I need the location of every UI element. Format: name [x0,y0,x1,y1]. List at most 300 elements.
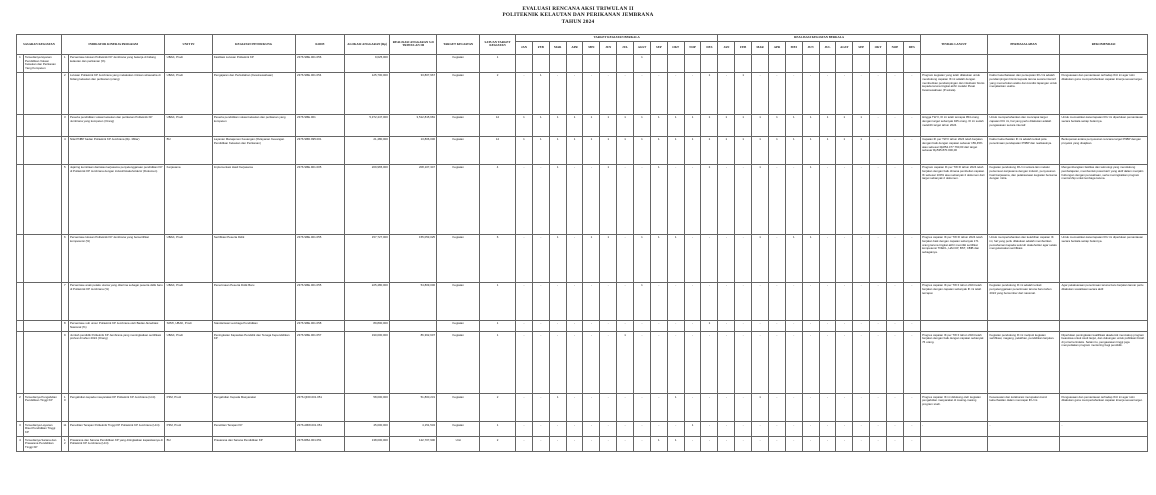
target-month-cell: - [650,422,667,437]
target-month-cell: - [516,72,533,114]
indikator-cell: Persentase lulusan Politeknik KP Jembrana yang bersertifikat kompetensi (%) [68,234,165,282]
realisasi-month-cell [836,54,853,72]
realisasi-anggaran-cell: 155,053,025 [390,234,437,282]
target-kegiatan-cell: Kegiatan [437,394,480,422]
permasalahan-cell [988,320,1060,331]
satuan-target-cell: 1 [480,422,516,437]
realisasi-month-cell: - [768,72,785,114]
realisasi-month-cell: - [718,422,735,437]
realisasi-month-cell: - [819,332,836,394]
kegiatan-cell: Pengabdian Kepada Masyarakat [212,394,295,422]
target-month-cell: 1 [634,54,651,72]
header-tindak-lanjut: TINDAK LANJUT [920,35,987,55]
indikator-number-cell: 7 [61,282,68,320]
target-month-cell: - [583,164,600,234]
realisasi-month-cell: - [735,437,752,452]
realisasi-month-cell: 1 [819,136,836,164]
table-row [17,114,1148,136]
tindak-lanjut-cell: Progres capaian IK ini didukung oleh kegiatan pengabdian masyarakat di masing-masing program studi. [920,394,987,422]
realisasi-month-cell: - [819,437,836,452]
tindak-lanjut-cell: Hingga TW II, IK ini telah tercapai 954 orang dengan target sebanyak 945 orang. IK ini sudah melebihi target tahun 2024. [920,114,987,136]
realisasi-month-cell: - [870,114,887,136]
target-month-cell [549,54,566,72]
realisasi-month-cell: - [819,72,836,114]
permasalahan-cell [988,437,1060,452]
target-month-cell: 1 [650,437,667,452]
indikator-number-cell: 2 [61,72,68,114]
target-month-cell: - [600,282,617,320]
target-month-cell: - [532,320,549,331]
sasaran-number-cell [17,136,24,164]
realisasi-month-cell: 1 [819,114,836,136]
header-sasaran: SASARAN KEGIATAN [17,35,62,55]
realisasi-month-cell: - [853,72,870,114]
target-month-cell: - [667,164,684,234]
realisasi-month-cell: - [785,320,802,331]
header-realisasi-anggaran: REALISASI ANGGARAN S.D TRIWULAN III [390,35,437,55]
kode-cell: 2376.SBE.901.005 [295,164,344,234]
rekomendasi-cell: Berkoperasi antara penyusunan rencana target PNBP dengan proyeksi yang disajikan. [1060,136,1148,164]
realisasi-month-cell: - [836,394,853,422]
target-month-cell: - [617,72,634,114]
header-unit-pj: UNIT PJ [165,35,212,55]
alokasi-cell: 125,700,000 [345,72,390,114]
rekomendasi-cell: Penguasaan dan pemantauan terhadap IKU ini agar rutin dilakukan guna mempertahankan capaian kinerja sesuai target. [1060,72,1148,114]
alokasi-cell: 58,000,000 [345,394,390,422]
sasaran-cell: Tersedianya Pengabdian Pendidikan Tinggi KP [23,394,61,422]
target-month-cell: 1 [634,282,651,320]
table-row [17,422,1148,437]
target-month-cell [667,54,684,72]
realisasi-month-cell: - [785,437,802,452]
realisasi-month-cell: 1 [752,394,769,422]
header-permasalahan: PERMASALAHAN [988,35,1060,55]
target-month-cell: - [617,282,634,320]
target-kegiatan-cell: Kegiatan [437,72,480,114]
realisasi-month-cell: - [718,332,735,394]
indikator-number-cell: 1 [61,54,68,72]
realisasi-month-cell: - [819,234,836,282]
target-month-cell [566,54,583,72]
realisasi-month-cell: - [836,234,853,282]
realisasi-month-cell: - [785,394,802,422]
target-month-cell [684,54,701,72]
target-kegiatan-cell: Kegiatan [437,136,480,164]
target-month-cell: - [549,332,566,394]
kegiatan-cell: Implementasi Hasil Kerjasama [212,164,295,234]
realisasi-month-cell: - [887,422,904,437]
realisasi-month-cell: - [836,164,853,234]
document-title-line-1: EVALUASI RENCANA AKSI TRIWULAN II [522,6,634,12]
realisasi-month-cell: - [768,164,785,234]
target-month-cell: 1 [667,234,684,282]
target-month-cell: - [516,164,533,234]
realisasi-month-cell: - [903,136,920,164]
target-month-cell: 1 [701,320,718,331]
target-month-cell: - [701,437,718,452]
realisasi-month-cell [903,54,920,72]
month-header-target-feb: FEB [532,41,549,54]
target-month-cell: - [583,320,600,331]
realisasi-month-cell: 1 [802,234,819,282]
target-month-cell: 1 [667,394,684,422]
target-month-cell: 1 [532,136,549,164]
target-month-cell: - [617,437,634,452]
target-month-cell: - [650,320,667,331]
target-month-cell: - [516,320,533,331]
realisasi-month-cell: - [870,282,887,320]
realisasi-month-cell: - [785,332,802,394]
month-header-target-jun: JUN [600,41,617,54]
realisasi-month-cell: - [735,164,752,234]
realisasi-month-cell: - [836,437,853,452]
target-month-cell: - [667,332,684,394]
realisasi-month-cell: - [802,72,819,114]
realisasi-month-cell: - [768,282,785,320]
tindak-lanjut-cell: Program capaian IK per TW III tahun 2024 telah berjalan dengan baik dimana pembelian capaian IK sebesar 100% atau sebanyak 2 dokumen dari target sebanyak 2 dokumen. [920,164,987,234]
target-month-cell: - [617,394,634,422]
permasalahan-cell: Faktor keterbatasan dan persepsian IKU ini adalah pendampingan bisnis kepada taruna secara intensif yang memerlukan waktu dan kondisi lapangan untuk menjalankan usaha. [988,72,1060,114]
unit-pj-cell: BU [165,437,212,452]
sasaran-number-cell [17,114,24,136]
target-kegiatan-cell: Kegiatan [437,234,480,282]
realisasi-month-cell: - [819,394,836,422]
realisasi-anggaran-cell: 4,151,534 [390,422,437,437]
target-month-cell: 1 [701,164,718,234]
realisasi-month-cell: - [887,136,904,164]
realisasi-month-cell: - [718,320,735,331]
header-target-kegiatan: TARGET KEGIATAN [437,35,480,55]
table-row [17,320,1148,331]
target-month-cell: - [667,282,684,320]
sasaran-number-cell: 3 [17,422,24,437]
target-month-cell: 1 [650,234,667,282]
indikator-cell: Prasarana dan Sarana Pendidikan KP yang ditingkatkan kapasitasnya di Politeknik KP Jembrana (Unit) [68,437,165,452]
target-month-cell: - [684,332,701,394]
target-month-cell: 1 [701,136,718,164]
kegiatan-cell: Layanan Manajemen Keuangan (Pelayanan Keuangan Pendidikan Kelautan dan Perikanan) [212,136,295,164]
indikator-number-cell: 8 [61,320,68,331]
month-header-realisasi-okt: OKT [870,41,887,54]
target-month-cell: - [634,320,651,331]
realisasi-month-cell: - [785,72,802,114]
realisasi-month-cell: - [903,332,920,394]
tindak-lanjut-cell: Progres capaian IK per TW III tahun 2024 telah berjalan baik dengan capaian sebanyak 171 orang taruna tingkat akhir memiliki sertifikat kompetensi TOEFL, HACCP, BST, CBIB dan sebagainya. [920,234,987,282]
month-header-target-agst: AGST [634,41,651,54]
target-month-cell: - [667,72,684,114]
target-month-cell: 1 [650,114,667,136]
table-row [17,437,1148,452]
realisasi-anggaran-cell: 208,107,347 [390,164,437,234]
realisasi-month-cell: - [752,282,769,320]
target-month-cell: - [549,320,566,331]
realisasi-month-cell: - [802,437,819,452]
sasaran-number-cell [17,72,24,114]
rekomendasi-cell [1060,320,1148,331]
realisasi-month-cell: 1 [735,72,752,114]
table-row [17,282,1148,320]
realisasi-month-cell: - [836,332,853,394]
realisasi-month-cell: 1 [853,114,870,136]
table-row [17,394,1148,422]
realisasi-month-cell: - [819,282,836,320]
realisasi-month-cell: - [903,234,920,282]
month-header-realisasi-sep: SEP [853,41,870,54]
realisasi-anggaran-cell: 51,800,231 [390,394,437,422]
realisasi-month-cell: - [735,282,752,320]
realisasi-month-cell: - [752,320,769,331]
target-kegiatan-cell: Unit [437,437,480,452]
alokasi-cell: 209,965,000 [345,164,390,234]
target-month-cell [516,54,533,72]
unit-pj-cell: SPMI, UBAK, Prodi [165,320,212,331]
month-header-target-apr: APR [566,41,583,54]
realisasi-month-cell: 1 [752,114,769,136]
target-month-cell: - [516,234,533,282]
realisasi-month-cell: - [836,72,853,114]
target-month-cell: 1 [516,114,533,136]
target-month-cell: - [701,332,718,394]
realisasi-month-cell: - [887,394,904,422]
target-month-cell: - [684,320,701,331]
target-month-cell: - [650,72,667,114]
kegiatan-cell: Fasilitasi Lulusan Politeknik KP [212,54,295,72]
sasaran-cell [23,164,61,234]
realisasi-month-cell: 1 [718,114,735,136]
unit-pj-cell: BU [165,136,212,164]
realisasi-anggaran-cell: 86,362,607 [390,332,437,394]
realisasi-month-cell: - [903,422,920,437]
target-month-cell: - [566,164,583,234]
realisasi-month-cell: - [718,164,735,234]
target-month-cell: - [549,422,566,437]
target-month-cell: - [583,394,600,422]
target-month-cell: - [583,282,600,320]
satuan-target-cell: 2 [480,437,516,452]
realisasi-anggaran-cell [390,320,437,331]
tindak-lanjut-cell: - [920,422,987,437]
kode-cell: 2376.SBE.001 [295,114,344,136]
target-month-cell: - [532,422,549,437]
target-month-cell: - [600,72,617,114]
realisasi-month-cell: - [853,282,870,320]
target-kegiatan-cell: Kegiatan [437,422,480,437]
target-month-cell: 1 [516,136,533,164]
realisasi-month-cell: 1 [836,114,853,136]
kode-cell: 2376.SBE.001.057 [295,332,344,394]
indikator-number-cell: 12 [61,437,68,452]
target-month-cell: - [566,320,583,331]
target-month-cell: 1 [667,114,684,136]
target-month-cell: - [684,437,701,452]
target-month-cell: - [566,394,583,422]
target-month-cell: - [549,437,566,452]
target-month-cell [617,54,634,72]
target-month-cell: - [516,394,533,422]
kegiatan-cell: Prasarana dan Sarana Pendidikan KP [212,437,295,452]
target-kegiatan-cell: Kegiatan [437,54,480,72]
kegiatan-cell: Pengajaran dan Perkuliahan (Kewirausahaan) [212,72,295,114]
realisasi-month-cell: - [836,422,853,437]
kode-cell: 2376.SBE.001.058 [295,320,344,331]
target-month-cell: - [684,164,701,234]
alokasi-cell: 190,000,000 [345,332,390,394]
target-month-cell: - [583,72,600,114]
unit-pj-cell: UBAK, Prodi [165,54,212,72]
realisasi-month-cell: - [870,437,887,452]
target-month-cell: - [650,394,667,422]
header-kode: KODE [295,35,344,55]
target-month-cell: - [617,164,634,234]
target-month-cell: - [532,437,549,452]
realisasi-month-cell: 1 [802,164,819,234]
target-month-cell: 1 [549,234,566,282]
realisasi-month-cell: 1 [752,164,769,234]
realisasi-month-cell: 1 [768,114,785,136]
target-month-cell: - [566,72,583,114]
month-header-target-okt: OKT [667,41,684,54]
rekomendasi-cell: Mengembangkan fasilitas dan teknologi yang mendukung pembelajaran, membentuk pusat karir yang aktif dalam menjalin hubungan dengan perusahaan, serta meningkatkan program mentorship untuk lembaga taruna. [1060,164,1148,234]
realisasi-month-cell: 1 [853,136,870,164]
month-header-realisasi-des: DES [903,41,920,54]
realisasi-month-cell: - [819,422,836,437]
realisasi-month-cell: - [819,320,836,331]
tindak-lanjut-cell [920,437,987,452]
indikator-cell: Persentase lulusan Politeknik KP Jembrana yang bekerja di bidang kelautan dan perikanan (%) [68,54,165,72]
realisasi-month-cell: - [735,422,752,437]
realisasi-month-cell: - [903,394,920,422]
target-month-cell [650,54,667,72]
realisasi-month-cell: 1 [735,114,752,136]
realisasi-month-cell: - [887,332,904,394]
header-indikator: INDIKATOR KINERJA PROGRAM [61,35,164,55]
month-header-realisasi-feb: FEB [735,41,752,54]
indikator-cell: Lulusan Politeknik KP Jembrana yang melakukan rintisan wirausaha di bidang kelautan dan perikanan (orang) [68,72,165,114]
month-header-realisasi-jul: JUL [819,41,836,54]
evaluation-table [16,34,1148,452]
target-month-cell: - [566,437,583,452]
target-month-cell: - [650,282,667,320]
table-row [17,332,1148,394]
tindak-lanjut-cell [920,54,987,72]
target-month-cell: 1 [684,114,701,136]
realisasi-month-cell: 1 [785,136,802,164]
target-month-cell: 1 [667,136,684,164]
realisasi-month-cell: - [718,437,735,452]
alokasi-cell: 9,625,000 [345,54,390,72]
kegiatan-cell: Peningkatan Kapasitas Pendidik dan Tenaga Kependidikan KP [212,332,295,394]
realisasi-month-cell: - [887,320,904,331]
header-kegiatan-pendukung: KEGIATAN PENDUKUNG [212,35,295,55]
month-header-target-mar: MAR [549,41,566,54]
target-month-cell: - [566,422,583,437]
target-month-cell: - [617,320,634,331]
satuan-target-cell: 12 [480,136,516,164]
realisasi-month-cell: - [853,394,870,422]
realisasi-month-cell: - [836,282,853,320]
target-month-cell: 1 [549,114,566,136]
table-row [17,234,1148,282]
target-month-cell [701,54,718,72]
target-month-cell: - [532,164,549,234]
realisasi-month-cell: 1 [735,136,752,164]
sasaran-cell [23,320,61,331]
tindak-lanjut-cell: Progres capaian IK per TW II tahun 2024 telah berjalan dengan baik dengan capaian sebanyak 76 orang. [920,332,987,394]
sasaran-number-cell [17,332,24,394]
unit-pj-cell: UBAK, Prodi [165,234,212,282]
target-month-cell: - [532,394,549,422]
document-title-line-3: TAHUN 2024 [561,18,595,25]
unit-pj-cell: Kerjasama [165,164,212,234]
target-month-cell: 1 [650,164,667,234]
sasaran-number-cell: 2 [17,394,24,422]
realisasi-month-cell: - [836,320,853,331]
realisasi-month-cell: - [802,320,819,331]
table-row [17,164,1148,234]
realisasi-month-cell: - [903,320,920,331]
realisasi-month-cell: - [870,320,887,331]
target-month-cell [583,54,600,72]
realisasi-month-cell: - [718,72,735,114]
realisasi-anggaran-cell: 3,512,815,681 [390,114,437,136]
indikator-cell: Nilai PNBP badan Politeknik KP Jembrana (Rp. Miliar) [68,136,165,164]
target-month-cell: - [516,282,533,320]
rekomendasi-cell: Agar pelaksanaan penerimaan taruna baru berjalan lancar perlu dilakukan sosialisasi secara aktif. [1060,282,1148,320]
target-month-cell: - [701,394,718,422]
target-kegiatan-cell: Kegiatan [437,164,480,234]
indikator-cell: Jumlah pendidik Politeknik KP Jembrana yang meningkatkan sertifikasi profesi di tahun 2024 (Orang) [68,332,165,394]
alokasi-cell: 157,727,000 [345,234,390,282]
realisasi-month-cell [853,54,870,72]
permasalahan-cell [988,54,1060,72]
satuan-target-cell: 1 [480,320,516,331]
indikator-cell: Persentase anak pelaku utama yang diterima sebagai peserta didik baru di Politeknik KP Jembrana (%) [68,282,165,320]
target-month-cell: - [600,422,617,437]
target-month-cell: - [617,234,634,282]
kegiatan-cell: Peserta pendidikan vokasi kelautan dan perikanan yang kompeten [212,114,295,136]
target-kegiatan-cell: Kegiatan [437,114,480,136]
realisasi-month-cell: - [735,332,752,394]
target-month-cell: - [634,437,651,452]
permasalahan-cell: Kegiatan pendukung IK ini adalah terkait penyelenggaraan penerimaan taruna baru tahun 2024 yang bersumber dari nasional. [988,282,1060,320]
realisasi-month-cell: - [752,437,769,452]
indikator-cell: Penelitian Terapan Politeknik Tinggi KP Politeknik KP Jembrana (Unit) [68,422,165,437]
realisasi-month-cell: - [752,72,769,114]
target-month-cell: - [667,422,684,437]
satuan-target-cell: 12 [480,114,516,136]
target-month-cell: - [617,422,634,437]
target-month-cell: 1 [600,114,617,136]
realisasi-anggaran-cell [390,54,437,72]
realisasi-month-cell: - [870,422,887,437]
unit-pj-cell: P3M, Prodi [165,422,212,437]
target-month-cell: - [684,234,701,282]
target-month-cell: - [566,282,583,320]
target-month-cell: - [600,332,617,394]
target-month-cell: 1 [549,164,566,234]
sasaran-number-cell [17,164,24,234]
target-month-cell: - [634,394,651,422]
indikator-cell: Pengabdian kepada masyarakat KP Politeknik KP Jembrana (Unit) [68,394,165,422]
realisasi-month-cell: - [735,394,752,422]
target-kegiatan-cell: Kegiatan [437,320,480,331]
target-month-cell: 1 [617,114,634,136]
target-month-cell: 1 [617,136,634,164]
realisasi-month-cell: - [785,282,802,320]
realisasi-month-cell: - [853,320,870,331]
table-row [17,54,1148,72]
target-month-cell [532,54,549,72]
